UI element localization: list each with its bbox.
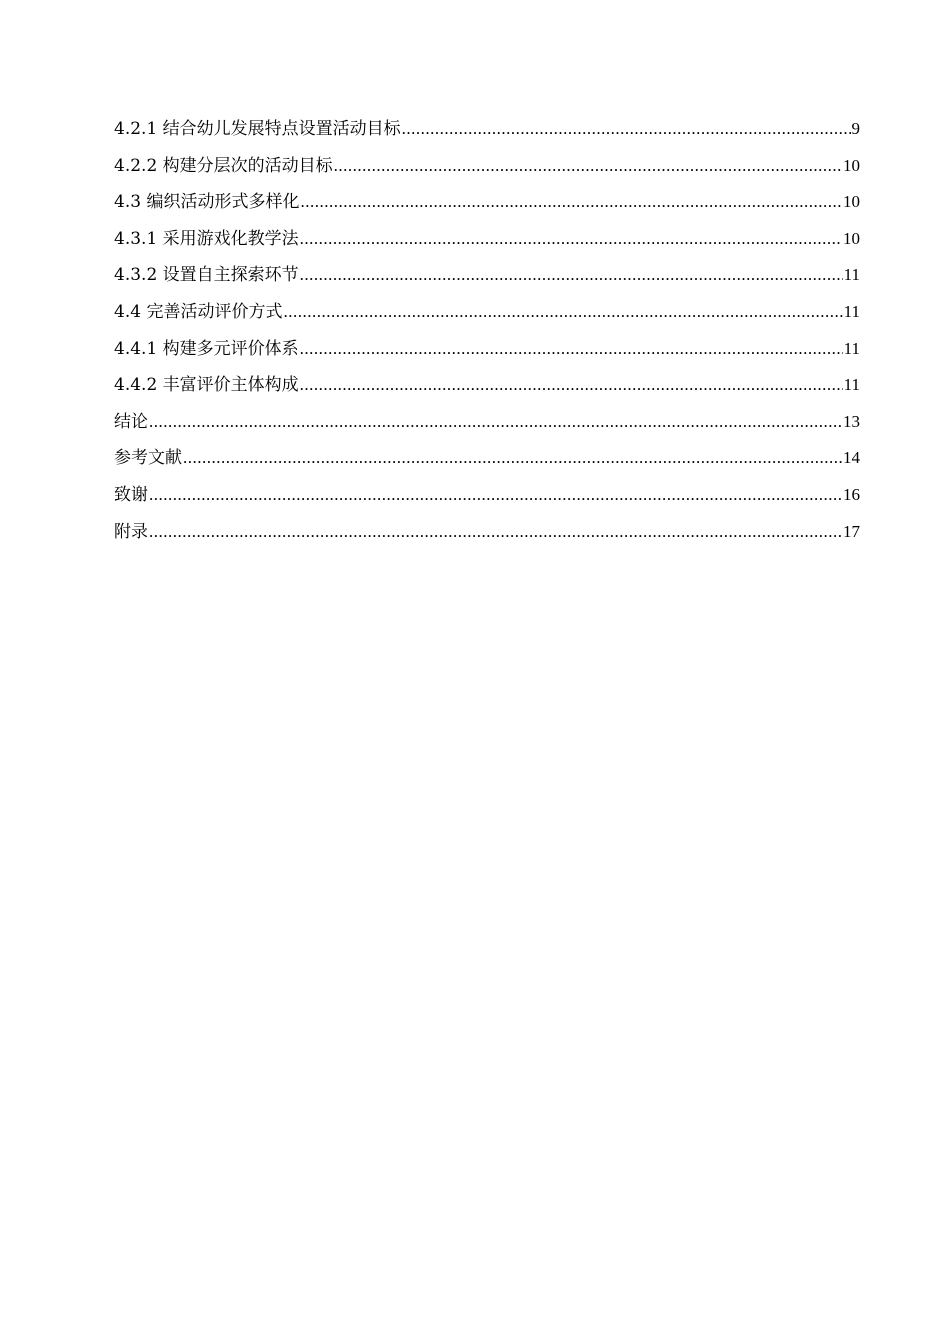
toc-dot-leader <box>149 522 842 542</box>
toc-page-number: 13 <box>843 411 860 431</box>
toc-dot-leader <box>300 229 842 249</box>
toc-entry-title: 4.3 编织活动形式多样化 <box>114 192 300 213</box>
toc-page-number: 11 <box>843 338 860 358</box>
toc-entry-title: 附录 <box>114 521 148 542</box>
toc-entry-title: 参考文献 <box>114 448 182 469</box>
table-of-contents <box>114 114 860 553</box>
toc-entry[interactable] <box>114 224 860 261</box>
toc-dot-leader <box>300 339 843 359</box>
toc-entry[interactable] <box>114 480 860 517</box>
toc-dot-leader <box>149 412 842 432</box>
toc-entry[interactable] <box>114 187 860 224</box>
toc-entry[interactable] <box>114 443 860 480</box>
toc-entry-title: 4.4.2 丰富评价主体构成 <box>114 375 299 396</box>
toc-dot-leader <box>334 156 842 176</box>
toc-entry[interactable] <box>114 517 860 554</box>
toc-dot-leader <box>300 375 843 395</box>
toc-dot-leader <box>283 302 842 322</box>
toc-dot-leader <box>402 119 851 139</box>
toc-dot-leader <box>300 265 843 285</box>
toc-entry-title: 结论 <box>114 411 148 432</box>
toc-page-number: 14 <box>843 448 860 468</box>
toc-entry[interactable] <box>114 407 860 444</box>
toc-page-number: 10 <box>843 155 860 175</box>
toc-page-number: 11 <box>843 265 860 285</box>
toc-page-number: 10 <box>843 192 860 212</box>
toc-entry-title: 4.4.1 构建多元评价体系 <box>114 338 299 359</box>
toc-page-number: 10 <box>843 228 860 248</box>
toc-dot-leader <box>149 485 842 505</box>
toc-entry[interactable] <box>114 151 860 188</box>
toc-page-number: 16 <box>843 484 860 504</box>
toc-page-number: 11 <box>843 375 860 395</box>
toc-entry-title: 4.2.2 构建分层次的活动目标 <box>114 155 333 176</box>
toc-entry[interactable] <box>114 370 860 407</box>
toc-page-number: 17 <box>843 521 860 541</box>
toc-entry-title: 4.4 完善活动评价方式 <box>114 301 283 322</box>
toc-dot-leader <box>300 192 842 212</box>
toc-entry[interactable] <box>114 260 860 297</box>
toc-entry-title: 4.2.1 结合幼儿发展特点设置活动目标 <box>114 119 401 139</box>
toc-entry[interactable] <box>114 297 860 334</box>
toc-dot-leader <box>183 448 842 468</box>
toc-entry-title: 4.3.1 采用游戏化教学法 <box>114 228 299 249</box>
toc-entry-title: 致谢 <box>114 484 148 505</box>
toc-page-number: 11 <box>843 301 860 321</box>
toc-page-number: 9 <box>851 119 860 138</box>
toc-entry-title: 4.3.2 设置自主探索环节 <box>114 265 299 286</box>
toc-entry[interactable] <box>114 114 860 151</box>
toc-entry[interactable] <box>114 334 860 371</box>
